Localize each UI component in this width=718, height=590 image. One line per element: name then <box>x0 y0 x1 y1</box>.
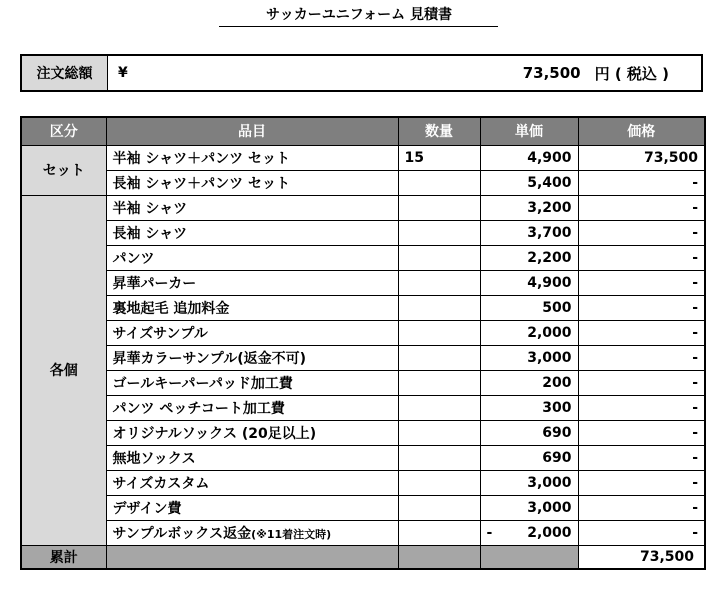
item-name: デザイン費 <box>106 495 398 520</box>
category-single: 各個 <box>21 195 106 545</box>
category-set: セット <box>21 145 106 195</box>
order-total-unit: 円 ( 税込 ) <box>594 64 669 83</box>
qty-cell[interactable] <box>398 445 480 470</box>
unit-price-value: 2,000 <box>527 524 572 541</box>
table-row <box>21 420 705 445</box>
header-qty: 数量 <box>398 117 480 145</box>
qty-cell[interactable] <box>398 470 480 495</box>
unit-price-cell: 500 <box>480 295 578 320</box>
item-name: パンツ <box>106 245 398 270</box>
summary-filler <box>398 545 480 569</box>
unit-price-cell: 5,400 <box>480 170 578 195</box>
qty-cell[interactable]: 15 <box>398 145 480 170</box>
qty-cell[interactable] <box>398 220 480 245</box>
item-name: 長袖 シャツ＋パンツ セット <box>106 170 398 195</box>
qty-cell[interactable] <box>398 295 480 320</box>
table-row-refund <box>21 520 705 545</box>
unit-price-cell: 2,000 <box>480 320 578 345</box>
qty-cell[interactable] <box>398 170 480 195</box>
qty-cell[interactable] <box>398 495 480 520</box>
header-price: 価格 <box>578 117 705 145</box>
unit-price-cell: 3,000 <box>480 470 578 495</box>
header-unit-price: 単価 <box>480 117 578 145</box>
price-cell: - <box>578 220 705 245</box>
table-row <box>21 170 705 195</box>
qty-cell[interactable] <box>398 520 480 545</box>
unit-price-cell: 3,000 <box>480 345 578 370</box>
price-cell: - <box>578 370 705 395</box>
unit-price-cell: 3,700 <box>480 220 578 245</box>
unit-price-cell: 2,200 <box>480 245 578 270</box>
qty-cell[interactable] <box>398 320 480 345</box>
refund-item-label: サンプルボックス返金 <box>112 525 252 542</box>
item-name: 裏地起毛 追加料金 <box>106 295 398 320</box>
summary-row <box>21 545 705 569</box>
item-name: ゴールキーパーパッド加工費 <box>106 370 398 395</box>
unit-price-cell <box>480 520 578 545</box>
price-cell: 73,500 <box>578 145 705 170</box>
table-row <box>21 370 705 395</box>
table-row <box>21 145 705 170</box>
table-row <box>21 320 705 345</box>
item-name: サイズサンプル <box>106 320 398 345</box>
summary-value: 73,500 <box>578 545 705 569</box>
refund-item-note: (※11着注文時) <box>251 527 332 541</box>
table-row <box>21 395 705 420</box>
estimate-table <box>20 116 706 570</box>
unit-price-cell: 690 <box>480 420 578 445</box>
table-row <box>21 220 705 245</box>
qty-cell[interactable] <box>398 345 480 370</box>
unit-price-cell: 200 <box>480 370 578 395</box>
price-cell: - <box>578 395 705 420</box>
title-underline <box>219 26 498 27</box>
price-cell: - <box>578 295 705 320</box>
unit-price-cell: 300 <box>480 395 578 420</box>
order-total-box <box>20 54 703 92</box>
table-row <box>21 195 705 220</box>
item-name: パンツ ペッチコート加工費 <box>106 395 398 420</box>
qty-cell[interactable] <box>398 270 480 295</box>
unit-price-cell: 3,200 <box>480 195 578 220</box>
price-cell: - <box>578 420 705 445</box>
qty-cell[interactable] <box>398 370 480 395</box>
price-cell: - <box>578 520 705 545</box>
unit-price-cell: 4,900 <box>480 145 578 170</box>
order-total-amount <box>158 56 701 90</box>
currency-symbol: ¥ <box>118 65 128 81</box>
qty-cell[interactable] <box>398 195 480 220</box>
qty-cell[interactable] <box>398 245 480 270</box>
unit-price-cell: 4,900 <box>480 270 578 295</box>
header-item: 品目 <box>106 117 398 145</box>
price-cell: - <box>578 245 705 270</box>
item-name: 昇華カラーサンプル(返金不可) <box>106 345 398 370</box>
item-name: 昇華パーカー <box>106 270 398 295</box>
qty-cell[interactable] <box>398 395 480 420</box>
item-name: サイズカスタム <box>106 470 398 495</box>
price-cell: - <box>578 270 705 295</box>
item-name <box>106 520 398 545</box>
table-row <box>21 295 705 320</box>
summary-filler <box>106 545 398 569</box>
header-category: 区分 <box>21 117 106 145</box>
price-cell: - <box>578 320 705 345</box>
table-row <box>21 445 705 470</box>
item-name: 長袖 シャツ <box>106 220 398 245</box>
price-cell: - <box>578 195 705 220</box>
qty-cell[interactable] <box>398 420 480 445</box>
unit-price-cell: 3,000 <box>480 495 578 520</box>
table-row <box>21 245 705 270</box>
table-row <box>21 270 705 295</box>
price-cell: - <box>578 495 705 520</box>
item-name: 無地ソックス <box>106 445 398 470</box>
summary-filler <box>480 545 578 569</box>
price-cell: - <box>578 170 705 195</box>
unit-price-cell: 690 <box>480 445 578 470</box>
price-cell: - <box>578 445 705 470</box>
table-row <box>21 470 705 495</box>
table-row <box>21 345 705 370</box>
order-total-value: 73,500 <box>522 64 581 82</box>
table-row <box>21 495 705 520</box>
order-total-label: 注文総額 <box>22 56 108 90</box>
table-header-row <box>21 117 705 145</box>
summary-label: 累計 <box>21 545 106 569</box>
price-cell: - <box>578 470 705 495</box>
page-title: サッカーユニフォーム 見積書 <box>266 7 452 23</box>
item-name: 半袖 シャツ <box>106 195 398 220</box>
negative-sign: - <box>486 524 493 541</box>
item-name: オリジナルソックス (20足以上) <box>106 420 398 445</box>
item-name: 半袖 シャツ＋パンツ セット <box>106 145 398 170</box>
price-cell: - <box>578 345 705 370</box>
